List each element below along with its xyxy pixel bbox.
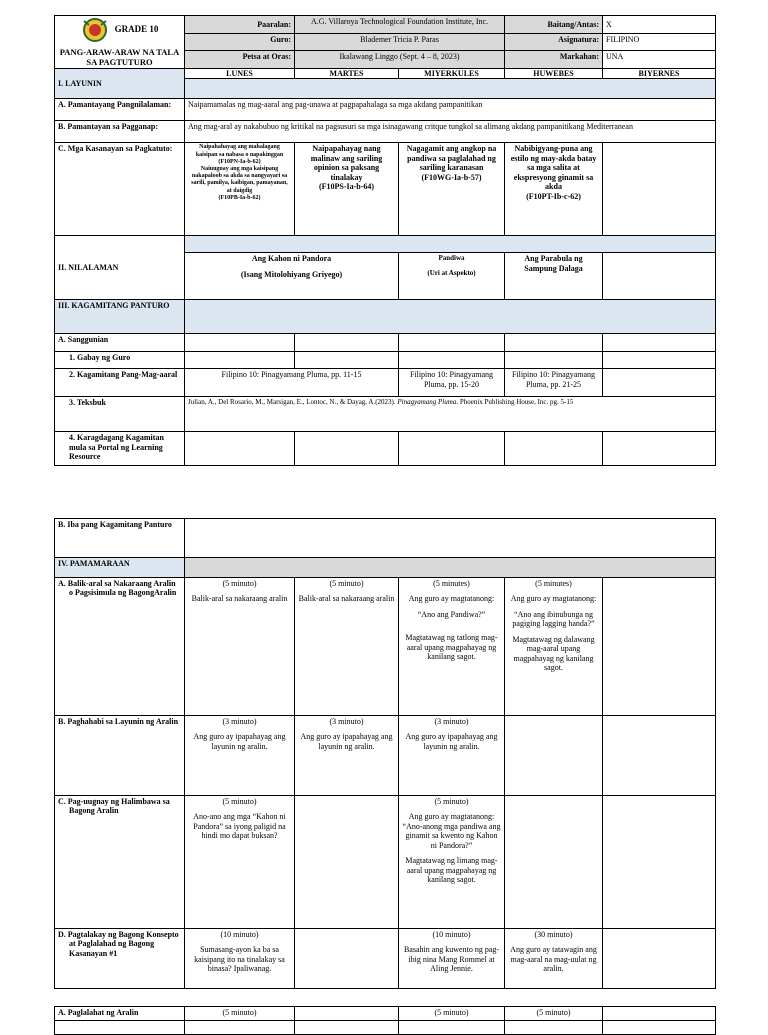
day-thursday: HUWEBES (505, 69, 603, 79)
doc-title: PANG-ARAW-ARAW NA TALA SA PAGTUTURO (59, 47, 180, 68)
balik-aral-monday-text: Balik-aral sa nakaraang aralin (191, 594, 288, 604)
kagamitang-wednesday: Filipino 10: Pinagyamang Pluma, pp. 15-20 (399, 369, 505, 397)
pag-uugnay-label: C. Pag-uugnay ng Halimbawa sa Bagong Aralin (55, 796, 185, 929)
portal-label: 4. Karagdagang Kagamitan mula sa Portal ng Learning Resource (55, 432, 185, 466)
kasanayan-label: C. Mga Kasanayan sa Pagkatuto: (55, 143, 185, 236)
paghahabi-monday (185, 716, 295, 796)
day-tuesday: MARTES (295, 69, 399, 79)
paglalahat-thursday-time: (5 minuto) (505, 1007, 603, 1021)
day-monday: LUNES (185, 69, 295, 79)
nilalaman-band (185, 236, 716, 253)
pamantayang-pangnilalaman-text: Naipamamalas ng mag-aaral ang pag-unawa at pagpapahalaga sa mga akdang pampanitikan (185, 99, 716, 121)
kasanayan-tuesday-code: (F10PS-Ia-b-64) (318, 182, 375, 192)
pamantayan-pagganap-label: B. Pamantayan sa Pagganap: (55, 121, 185, 143)
pagtalakay-wednesday (399, 929, 505, 989)
pag-uugnay-monday-text: Ano-ano ang mga “Kahon ni Pandora” sa iyong paligid na hindi mo dapat buksan? (193, 812, 286, 841)
pagtalakay-friday (603, 929, 716, 989)
paghahabi-wednesday (399, 716, 505, 796)
section-nilalaman: II. NILALAMAN (55, 236, 185, 300)
kasanayan-thursday-code: (F10PT-Ib-c-62) (526, 191, 581, 201)
lesson-plan-table-1 (54, 15, 716, 466)
kasanayan-tuesday (295, 143, 399, 236)
section-layunin: I. LAYUNIN (55, 69, 185, 99)
balik-aral-friday (603, 578, 716, 716)
kasanayan-friday (603, 143, 716, 236)
pagtalakay-tuesday (295, 929, 399, 989)
teksbuk-citation (185, 397, 716, 432)
balik-aral-monday (185, 578, 295, 716)
section-pamamaraan: IV. PAMAMARAAN (55, 558, 185, 578)
pagtalakay-monday-time: (10 minuto) (220, 930, 259, 939)
pag-uugnay-tuesday (295, 796, 399, 929)
teksbuk-publisher: . Phoenix Publishing House, Inc. pg. 5-15 (456, 398, 574, 407)
paghahabi-tuesday-text: Ang guro ay ipapahayag ang layunin ng aralin. (300, 732, 393, 751)
paghahabi-tuesday-time: (3 minuto) (329, 717, 364, 726)
balik-aral-tuesday (295, 578, 399, 716)
nilalaman-mon-tue (185, 253, 399, 300)
nilalaman-title-pandiwa: Pandiwa (438, 254, 465, 263)
paghahabi-label: B. Paghahabi sa Layunin ng Aralin (55, 716, 185, 796)
teacher-value: Blademer Tricia P. Paras (295, 33, 505, 51)
pagtalakay-monday-text: Sumasang-ayon ka ba sa kaisipang ito na tinalakay sa binasa? Ipaliwanag. (194, 945, 285, 974)
iba-pang-kagamitan-value (185, 519, 716, 558)
balik-aral-thursday (505, 578, 603, 716)
iba-pang-kagamitan-label: B. Iba pang Kagamitang Panturo (55, 519, 185, 558)
paglalahat-monday-time: (5 minuto) (185, 1007, 295, 1021)
paghahabi-tuesday (295, 716, 399, 796)
kasanayan-tuesday-text: Naipapahayag nang malinaw ang sariling opinion sa paksang tinalakay (310, 144, 383, 182)
nilalaman-title-pandora: Ang Kahon ni Pandora (251, 254, 332, 264)
kasanayan-monday-code-1: (F10PN-Ia-b-62) (218, 158, 261, 165)
pagtalakay-label: D. Pagtalakay ng Bagong Konsepto at Paglalahad ng Bagong Kasanayan #1 (55, 929, 185, 989)
balik-aral-monday-time: (5 minuto) (222, 579, 257, 588)
balik-aral-thursday-time: (5 minutes) (535, 579, 572, 588)
pagtalakay-wednesday-text: Basahin ang kuwento ng pag-ibig nina Mang Rommel at Aling Jennie. (403, 945, 500, 974)
paglalahat-wednesday-time: (5 minuto) (399, 1007, 505, 1021)
level-value: X (603, 16, 716, 34)
day-friday: BIYERNES (603, 69, 716, 79)
balik-aral-wednesday-question-intro: Ang guro ay magtatanong: (408, 594, 495, 604)
section-kagamitan: III. KAGAMITANG PANTURO (55, 300, 185, 334)
paghahabi-monday-text: Ang guro ay ipapahayag ang layunin ng aralin. (193, 732, 286, 751)
balik-aral-wednesday-time: (5 minutes) (433, 579, 470, 588)
pag-uugnay-wednesday-time: (5 minuto) (434, 797, 469, 806)
kasanayan-thursday (505, 143, 603, 236)
lesson-plan-table-3 (54, 1006, 716, 1035)
pamamaraan-band (185, 558, 716, 578)
paglalahat-label: A. Paglalahat ng Aralin (55, 1007, 185, 1021)
kasanayan-monday (185, 143, 295, 236)
school-logo (81, 17, 109, 43)
quarter-value: UNA (603, 51, 716, 69)
paghahabi-thursday (505, 716, 603, 796)
pag-uugnay-friday (603, 796, 716, 929)
level-label: Baitang/Antas: (505, 16, 603, 34)
balik-aral-wednesday-instruction: Magtatawag ng tatlong mag-aaral upang magpahayag ng kanilang sagot. (405, 633, 498, 662)
balik-aral-thursday-question-intro: Ang guro ay magtatanong: (510, 594, 597, 604)
nilalaman-thursday: Ang Parabula ng Sampung Dalaga (505, 253, 603, 300)
subject-label: Asignatura: (505, 33, 603, 51)
layunin-band (185, 79, 716, 99)
pag-uugnay-monday-time: (5 minuto) (222, 797, 257, 806)
teacher-label: Guro: (185, 33, 295, 51)
kasanayan-monday-2: Naiuugnay ang mga kaisipang nakapaloob sa akda sa nangyayari sa sarili, pamilya, kaibigan, pamayanan, at daigdig (191, 166, 288, 194)
school-label: Paaralan: (185, 16, 295, 34)
kasanayan-monday-1: Naipahahayag ang mahalagang kaisipan sa nabasa o napakinggan (195, 144, 284, 158)
balik-aral-wednesday (399, 578, 505, 716)
balik-aral-thursday-question: “Ano ang ibinubunga ng pagiging lagging handa?” (512, 609, 595, 629)
kasanayan-thursday-text: Nabibigyang-puna ang estilo ng may-akda batay sa mga salita at ekspresyong ginamit sa akda (510, 144, 597, 192)
paghahabi-wednesday-text: Ang guro ay ipapahayag ang layunin ng aralin. (405, 732, 498, 751)
kagamitang-mon-tue: Filipino 10: Pinagyamang Pluma, pp. 11-15 (185, 369, 399, 397)
date-value: Ikalawang Linggo (Sept. 4 – 8, 2023) (295, 51, 505, 69)
balik-aral-wednesday-question: “Ano ang Pandiwa?” (417, 609, 486, 619)
pag-uugnay-wednesday-question: Ang guro ay magtatanong: “Ano-anong mga pandiwa ang ginamit sa kwento ng Kahon ni Pandora?” (402, 812, 501, 850)
kagamitan-band (185, 300, 716, 334)
teksbuk-authors: Julian, A., Del Rosario, M., Marsigan, E., Lontoc, N., & Dayag, A.(2023). (188, 398, 396, 407)
pamantayan-pagganap-text: Ang mag-aral ay nakabubuo ng kritikal na pagsusuri sa mga isinagawang critque tungkol sa alimang akdang pampanitikang Mediterranean (185, 121, 716, 143)
kasanayan-wednesday-text: Nagagamit ang angkop na pandiwa sa paglalahad ng sariling karanasan (406, 144, 497, 173)
balik-aral-thursday-instruction: Magtatawag ng dalawang mag-aaral upang magpahayag ng kanilang sagot. (512, 634, 595, 673)
gabay-guro-label: 1. Gabay ng Guro (55, 352, 185, 369)
teksbuk-title: Pinagyamang Pluma (397, 398, 457, 407)
pagtalakay-thursday-time: (30 minuto) (534, 930, 573, 939)
paghahabi-monday-time: (3 minuto) (222, 717, 257, 726)
pag-uugnay-wednesday-instruction: Magtatawag ng limang mag-aaral upang magpahayag ng kanilang sagot. (405, 856, 498, 885)
pamantayang-pangnilalaman-label: A. Pamantayang Pangnilalaman: (55, 99, 185, 121)
pagtalakay-monday (185, 929, 295, 989)
paglalahat-tuesday (295, 1007, 399, 1021)
balik-aral-tuesday-text: Balik-aral sa nakaraang aralin (298, 594, 395, 604)
balik-aral-label: A. Balik-aral sa Nakaraang Aralin o Pagsisimula ng BagongAralin (55, 578, 185, 716)
pagtalakay-thursday (505, 929, 603, 989)
date-label: Petsa at Oras: (185, 51, 295, 69)
paglalahat-friday (603, 1007, 716, 1021)
kagamitang-pang-mag-aaral-label: 2. Kagamitang Pang-Mag-aaral (55, 369, 185, 397)
day-wednesday: MIYERKULES (399, 69, 505, 79)
balik-aral-tuesday-time: (5 minuto) (329, 579, 364, 588)
nilalaman-wednesday (399, 253, 505, 300)
kasanayan-monday-code-2: (F10PB-Ia-b-62) (218, 194, 261, 201)
pagtalakay-thursday-text: Ang guro ay tatawagin ang mag-aaral na mag-uulat ng aralin. (510, 945, 597, 974)
nilalaman-subtitle-pandiwa: (Uri at Aspekto) (427, 268, 476, 277)
paghahabi-friday (603, 716, 716, 796)
pag-uugnay-wednesday (399, 796, 505, 929)
subject-value: FILIPINO (603, 33, 716, 51)
kagamitang-thursday: Filipino 10: Pinagyamang Pluma, pp. 21-25 (505, 369, 603, 397)
nilalaman-friday (603, 253, 716, 300)
nilalaman-subtitle-pandora: (Isang Mitolohiyang Griyego) (240, 269, 343, 279)
kasanayan-wednesday-code: (F10WG-Ia-b-57) (421, 172, 482, 182)
pagtalakay-wednesday-time: (10 minuto) (432, 930, 471, 939)
lesson-plan-table-2 (54, 518, 716, 989)
kasanayan-wednesday (399, 143, 505, 236)
school-value: A.G. Villaroya Technological Foundation Institute, Inc. (295, 16, 505, 34)
paghahabi-wednesday-time: (3 minuto) (434, 717, 469, 726)
teksbuk-label: 3. Teksbuk (55, 397, 185, 432)
sanggunian-label: A. Sanggunian (55, 334, 185, 352)
grade-label: GRADE 10 (114, 23, 159, 34)
header-title-cell (55, 16, 185, 69)
quarter-label: Markahan: (505, 51, 603, 69)
pag-uugnay-monday (185, 796, 295, 929)
pag-uugnay-thursday (505, 796, 603, 929)
